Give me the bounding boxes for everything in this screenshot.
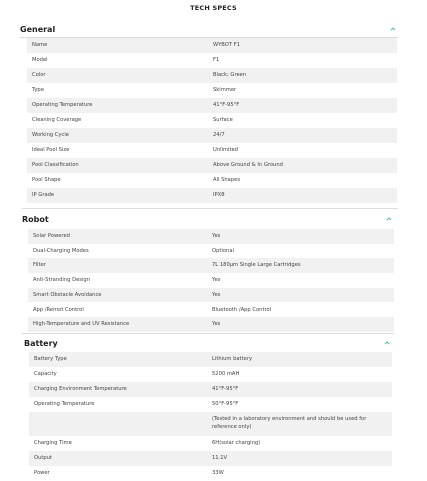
spec-value: Surface (213, 117, 233, 123)
spec-row (27, 128, 397, 143)
spec-label: Power (34, 470, 50, 476)
spec-value: Black; Green (213, 72, 247, 78)
spec-label: Working Cycle (32, 132, 69, 138)
spec-row (29, 367, 392, 382)
spec-label: Charging Environment Temperature (34, 386, 127, 392)
section-title: Battery (24, 339, 58, 348)
spec-label: Pool Classification (32, 162, 79, 168)
spec-value: 11.1V (212, 455, 228, 461)
spec-value: Yes (212, 233, 221, 239)
spec-value: 24/7 (213, 132, 225, 138)
spec-label: Anti-Stranding Design (33, 277, 90, 284)
chevron-up-icon[interactable] (386, 216, 392, 222)
spec-row (29, 412, 392, 436)
spec-label: Dual-Charging Modes (33, 247, 89, 254)
spec-row (27, 53, 397, 68)
spec-label: Smart Obstacle Avoidance (33, 291, 102, 298)
spec-row (27, 173, 397, 188)
spec-value: Lithium battery (212, 356, 253, 362)
spec-value: 7L 180μm Single Large Cartridges (212, 262, 301, 269)
page-title: TECH SPECS (190, 4, 237, 12)
spec-row (27, 98, 397, 113)
spec-value: Yes (212, 291, 221, 298)
spec-label: App /Remot Control (33, 306, 84, 313)
spec-value: Unlimited (213, 147, 238, 153)
spec-label: Solar Powered (33, 233, 70, 239)
spec-label: Filter (33, 262, 46, 269)
spec-row (29, 466, 392, 481)
spec-row (29, 436, 392, 451)
spec-row (29, 451, 392, 466)
spec-value: 6H(solar charging) (212, 440, 261, 446)
spec-row (28, 258, 394, 273)
spec-label: Capacity (34, 371, 57, 377)
spec-value: 41°F-95°F (212, 386, 239, 392)
section-title: Robot (22, 215, 49, 224)
spec-label: Color (32, 72, 46, 78)
spec-label: Ideal Pool Size (32, 147, 70, 153)
spec-value: (Tested in a laboratory environment and should be used for reference only) (212, 416, 367, 430)
spec-label: Pool Shape (32, 177, 61, 183)
spec-value: 5200 mAH (212, 371, 240, 377)
spec-row (27, 188, 397, 203)
section-divider (22, 333, 394, 334)
spec-value: IPX8 (213, 192, 225, 198)
spec-value: Optional (212, 247, 234, 254)
spec-value: 41°F-95°F (213, 102, 240, 108)
spec-row (29, 382, 392, 397)
spec-value: 33W (212, 470, 224, 476)
spec-label: High-Temperature and UV Resistance (33, 321, 130, 328)
section-title: General (20, 25, 56, 34)
spec-row (28, 288, 394, 303)
spec-label: Cleaning Coverage (32, 117, 82, 123)
spec-value: Yes (212, 321, 221, 328)
spec-value: F1 (213, 57, 220, 63)
spec-row (28, 273, 394, 288)
section-header-general[interactable] (20, 23, 398, 37)
spec-row (28, 317, 394, 332)
spec-label: Name (32, 42, 48, 48)
spec-value: All Shapes (213, 177, 241, 183)
spec-row (29, 352, 392, 367)
spec-row (28, 229, 394, 244)
section-header-robot[interactable] (22, 213, 396, 227)
spec-label: Operating Temperature (32, 102, 93, 108)
chevron-up-icon[interactable] (390, 26, 396, 32)
spec-value: Bluetooth /App Control (212, 306, 272, 313)
spec-label: Operating Temperature (34, 401, 95, 407)
spec-row (28, 244, 394, 259)
spec-value: Skimmer (213, 87, 237, 93)
spec-label: Charging Time (34, 440, 72, 446)
spec-row (27, 83, 397, 98)
spec-value: 50°F-95°F (212, 401, 239, 407)
spec-row (29, 397, 392, 412)
spec-value: WYBOT F1 (213, 42, 240, 48)
spec-label: Model (32, 57, 48, 63)
section-header-battery[interactable] (24, 337, 392, 351)
spec-row (28, 303, 394, 318)
chevron-up-icon[interactable] (384, 340, 390, 346)
spec-row (27, 68, 397, 83)
section-divider (22, 208, 398, 209)
spec-value: Above Ground & In Ground (213, 162, 283, 168)
spec-row (27, 38, 397, 53)
spec-row (27, 143, 397, 158)
spec-label: IP Grade (32, 192, 55, 198)
spec-row (27, 113, 397, 128)
spec-value: Yes (212, 277, 221, 284)
spec-label: Output (34, 455, 53, 461)
spec-row (27, 158, 397, 173)
spec-label: Battery Type (34, 356, 67, 362)
spec-label: Type (32, 87, 44, 93)
